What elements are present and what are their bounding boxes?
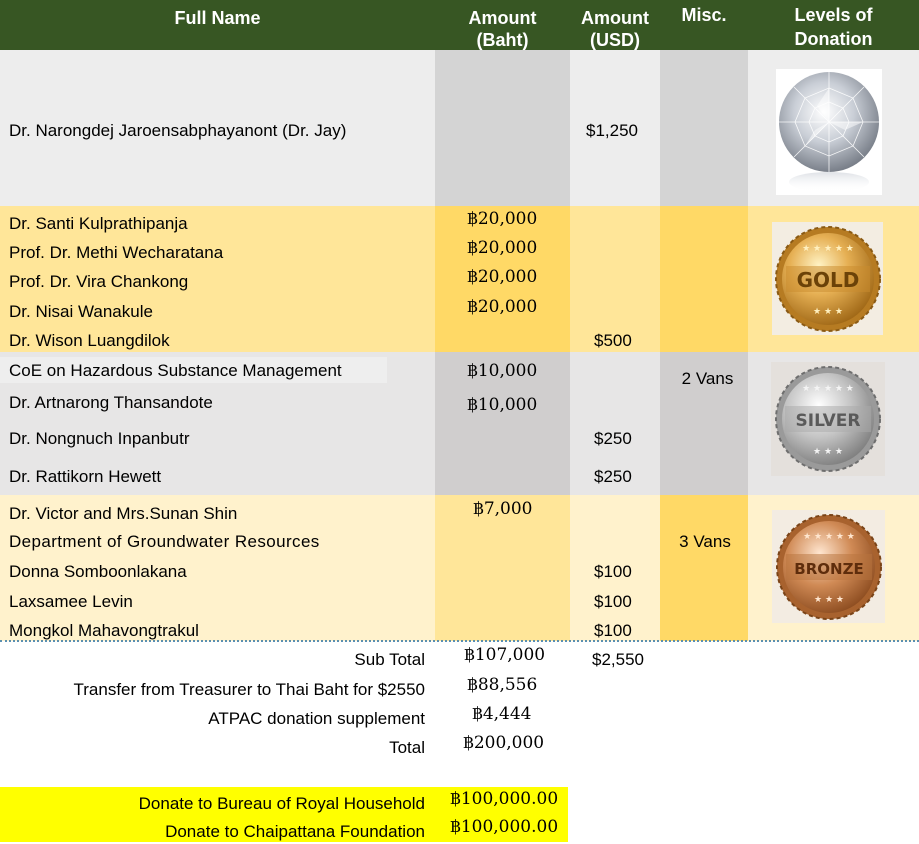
summary-baht: ฿200,000 xyxy=(463,733,545,753)
summary-label: Sub Total xyxy=(354,650,425,669)
donor-usd: $1,250 xyxy=(586,121,638,140)
donor-baht: ฿20,000 xyxy=(467,267,538,287)
donor-name: Dr. Santi Kulprathipanja xyxy=(9,214,188,233)
header-amount-baht xyxy=(435,7,570,51)
donor-usd: $500 xyxy=(594,331,632,350)
silver-medal-label: SILVER xyxy=(795,411,861,431)
donor-name: Department of Groundwater Resources xyxy=(9,532,320,551)
header-amount-usd-line2: (USD) xyxy=(590,30,640,50)
donor-name: Dr. Artnarong Thansandote xyxy=(9,393,213,412)
donor-baht: ฿7,000 xyxy=(473,499,533,519)
header-amount-usd-line1: Amount xyxy=(581,8,649,28)
bronze-medal-icon xyxy=(772,510,885,623)
donor-baht: ฿10,000 xyxy=(467,395,538,415)
summary-usd: $2,550 xyxy=(592,650,644,669)
tier-gold-misc-col xyxy=(660,206,748,352)
misc-value: 2 Vans xyxy=(681,369,734,388)
donation-amount: ฿100,000.00 xyxy=(450,817,559,837)
silver-medal-icon xyxy=(771,362,885,476)
header-misc: Misc. xyxy=(681,5,727,25)
gold-medal-icon xyxy=(772,222,883,335)
donor-usd: $100 xyxy=(594,592,632,611)
donor-name: Dr. Victor and Mrs.Sunan Shin xyxy=(9,504,238,523)
misc-value: 3 Vans xyxy=(679,532,731,551)
svg-text:★ ★ ★ ★ ★: ★ ★ ★ ★ ★ xyxy=(802,384,854,394)
tier-bronze-misc-col xyxy=(660,495,748,641)
donor-name: Dr. Narongdej Jaroensabphayanont (Dr. Jay) xyxy=(9,121,347,140)
summary-baht: ฿88,556 xyxy=(467,675,538,695)
header-amount-baht-line2: (Baht) xyxy=(476,30,529,50)
svg-text:★ ★ ★ ★ ★: ★ ★ ★ ★ ★ xyxy=(802,531,855,542)
header-levels-line1: Levels of xyxy=(794,5,873,25)
donor-name: Dr. Wison Luangdilok xyxy=(9,331,170,350)
svg-text:★ ★ ★: ★ ★ ★ xyxy=(813,594,844,605)
donor-baht: ฿20,000 xyxy=(467,297,538,317)
donor-baht: ฿20,000 xyxy=(467,209,538,229)
donor-name: Dr. Rattikorn Hewett xyxy=(9,467,162,486)
svg-text:★ ★ ★: ★ ★ ★ xyxy=(812,306,843,317)
summary-baht: ฿4,444 xyxy=(472,704,532,724)
donor-name: Laxsamee Levin xyxy=(9,592,133,611)
header-levels xyxy=(748,3,919,51)
bronze-medal-label: BRONZE xyxy=(793,559,864,578)
donor-usd: $100 xyxy=(594,562,632,581)
donation-amount: ฿100,000.00 xyxy=(450,789,559,809)
svg-text:★ ★ ★: ★ ★ ★ xyxy=(813,447,843,457)
donor-name: Dr. Nisai Wanakule xyxy=(9,302,153,321)
donor-name: Prof. Dr. Methi Wecharatana xyxy=(9,243,224,262)
donor-baht: ฿20,000 xyxy=(467,238,538,258)
summary-label: Transfer from Treasurer to Thai Baht for $2550 xyxy=(73,680,425,699)
summary-label: ATPAC donation supplement xyxy=(208,709,425,728)
summary-label: Total xyxy=(389,738,425,757)
table-divider xyxy=(0,640,919,642)
tier-diamond-misc-col xyxy=(660,50,748,206)
header-amount-usd xyxy=(570,7,660,51)
svg-text:★ ★ ★ ★ ★: ★ ★ ★ ★ ★ xyxy=(801,243,854,254)
donor-usd: $100 xyxy=(594,621,632,640)
header-full-name: Full Name xyxy=(174,8,261,28)
tier-diamond-baht-col xyxy=(435,50,570,206)
donation-label: Donate to Chaipattana Foundation xyxy=(165,822,425,841)
donor-usd: $250 xyxy=(594,429,632,448)
donation-label: Donate to Bureau of Royal Household xyxy=(138,794,425,813)
summary-baht: ฿107,000 xyxy=(464,645,546,665)
donor-name: CoE on Hazardous Substance Management xyxy=(9,361,342,380)
donor-name: Donna Somboonlakana xyxy=(9,562,187,581)
donor-name: Prof. Dr. Vira Chankong xyxy=(9,272,189,291)
header-amount-baht-line1: Amount xyxy=(468,8,537,28)
donor-name: Dr. Nongnuch Inpanbutr xyxy=(9,429,190,448)
gold-medal-label: GOLD xyxy=(796,267,859,292)
diamond-icon xyxy=(776,69,882,195)
donor-usd: $250 xyxy=(594,467,632,486)
donor-name: Mongkol Mahavongtrakul xyxy=(9,621,199,640)
header-levels-line2: Donation xyxy=(794,29,873,49)
donor-baht: ฿10,000 xyxy=(467,361,538,381)
